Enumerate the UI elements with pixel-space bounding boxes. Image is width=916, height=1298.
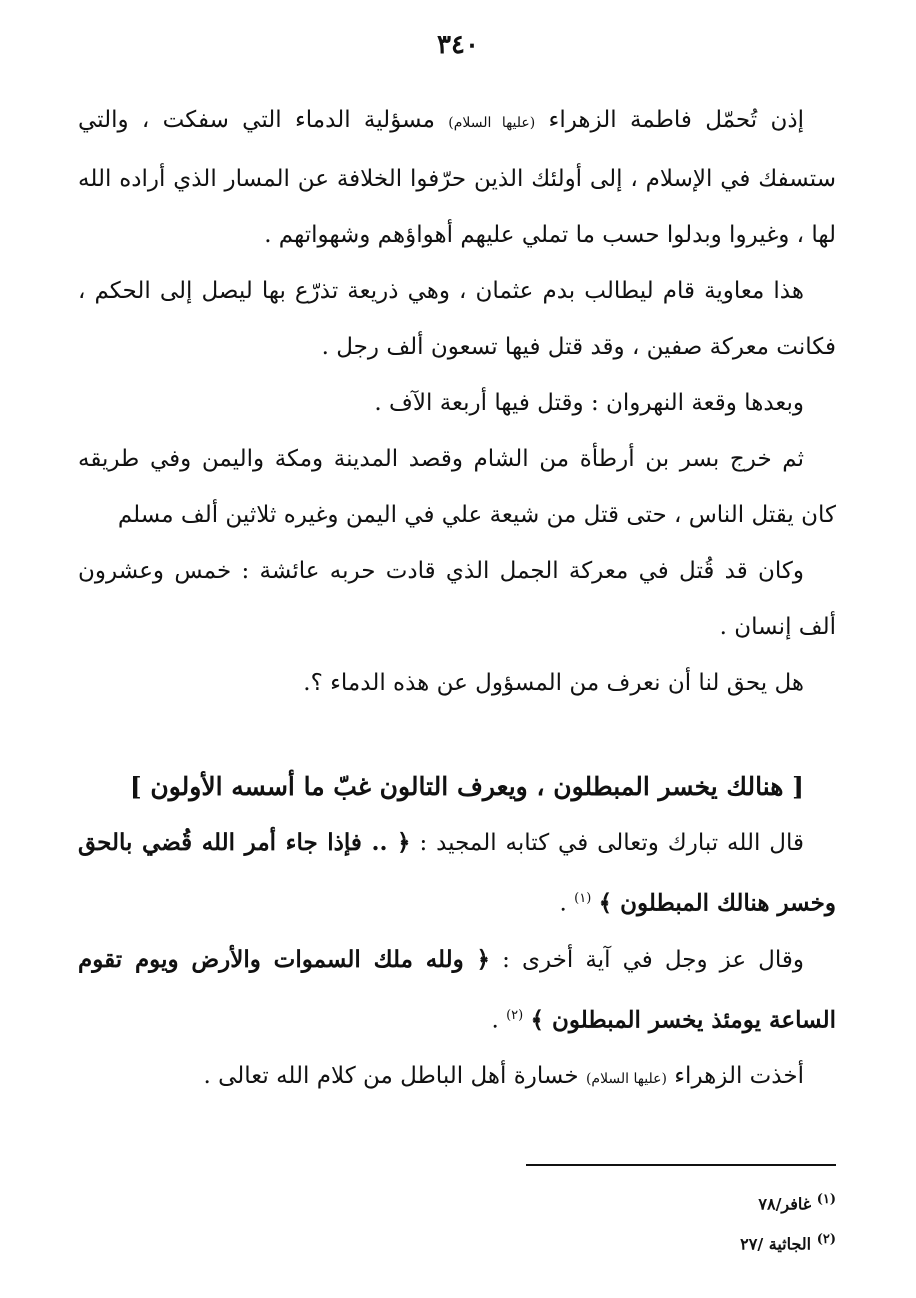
footnote-2: [526, 1222, 836, 1262]
footnote-1-text: غافر/٧٨: [758, 1194, 812, 1214]
quote-2-intro: وقال عز وجل في آية أخرى :: [502, 946, 805, 973]
paragraph-7-start: أخذت الزهراء: [674, 1063, 804, 1090]
paragraph-2: هذا معاوية قام ليطالب بدم عثمان ، وهي ذريعة تذرّع بها ليصل إلى الحكم ، فكانت معركة صفين ، وقد قتل فيها تسعون ألف رجل .: [78, 278, 836, 360]
footnote-divider: [526, 1164, 836, 1166]
honorific: (عليها السلام): [448, 115, 536, 131]
quran-verse-1: ﴿ .. فإذا جاء أمر الله قُضي بالحق وخسر هنالك المبطلون ﴾: [78, 829, 836, 917]
quote-1-intro: قال الله تبارك وتعالى في كتابه المجيد :: [419, 830, 804, 856]
footnote-1: [526, 1182, 836, 1222]
quote-paragraph-1: [78, 815, 836, 932]
quote-2-end: .: [491, 1007, 499, 1034]
quote-paragraph-2: [78, 932, 836, 1049]
paragraph-4: ثم خرج بسر بن أرطأة من الشام وقصد المدينة ومكة واليمن وفي طريقه كان يقتل الناس ، حتى قتل من شيعة علي في اليمن وغيره ثلاثين ألف مسلم: [78, 446, 836, 528]
section-gap: [78, 711, 836, 759]
quran-verse-2: ﴿ ولله ملك السموات والأرض ويوم تقوم الساعة يومئذ يخسر المبطلون ﴾: [78, 945, 836, 1034]
paragraph-7: [78, 1048, 836, 1107]
quote-1-end: .: [559, 890, 567, 917]
footnote-2-marker: (٢): [816, 1232, 836, 1248]
paragraph-7-rest: خسارة أهل الباطل من كلام الله تعالى .: [203, 1063, 579, 1090]
paragraph-6: هل يحق لنا أن نعرف من المسؤول عن هذه الدماء ؟.: [303, 670, 804, 696]
footnote-1-marker: (١): [816, 1192, 836, 1207]
paragraph-3: وبعدها وقعة النهروان : وقتل فيها أربعة الآف .: [374, 390, 804, 416]
paragraph-1: [78, 92, 836, 263]
footnote-2-text: الجاثية /٢٧: [740, 1234, 812, 1254]
footnote-ref-2: (٢): [506, 1007, 524, 1023]
body-text: [78, 92, 836, 1107]
section-heading: [ هنالك يخسر المبطلون ، ويعرف التالون غبّ ما أسسه الأولون ]: [129, 772, 804, 801]
paragraph-1-rest: مسؤلية الدماء التي سفكت ، والتي ستسفك في الإسلام ، إلى أولئك الذين حرّفوا الخلافة عن المسار الذي أراده الله لها ، وغيروا وبدلوا حسب ما تملي عليهم أهواؤهم وشهواتهم .: [78, 107, 836, 248]
paragraph-1-start: إذن تُحمّل فاطمة الزهراء: [548, 107, 804, 133]
footnotes: [526, 1182, 836, 1263]
honorific-2: (عليها السلام): [585, 1071, 667, 1088]
paragraph-5: وكان قد قُتل في معركة الجمل الذي قادت حربه عائشة : خمس وعشرون ألف إنسان .: [78, 558, 836, 640]
page-number: ٣٤٠: [437, 30, 479, 60]
footnote-ref-1: (١): [574, 891, 592, 906]
